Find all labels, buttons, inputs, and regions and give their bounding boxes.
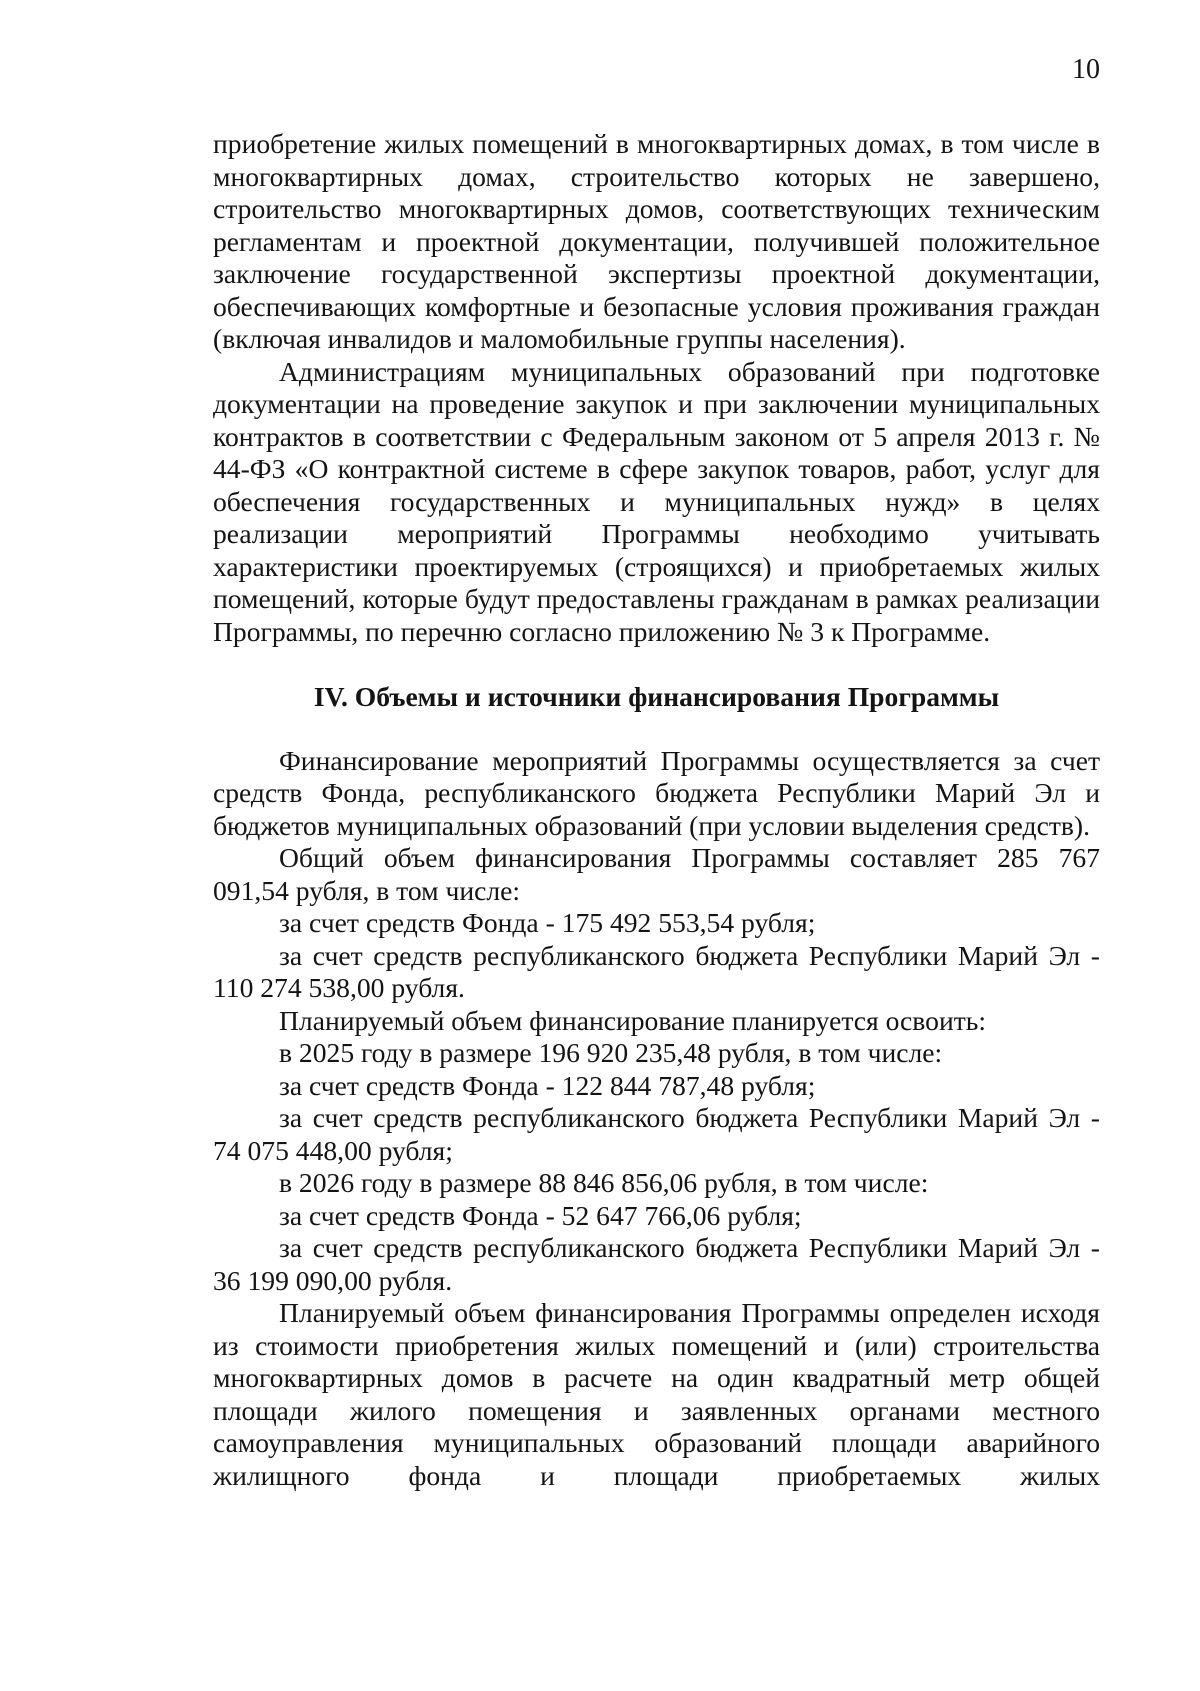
paragraph-republic-share: за счет средств республиканского бюджета Республики Марий Эл - 110 274 538,00 рубля. xyxy=(213,939,1100,1003)
document-body xyxy=(213,128,1100,1492)
paragraph-procurement-requirements: Администрациям муниципальных образований при подготовке документации на проведение закупок и при заключении муниципальных контрактов в соответствии с Федеральным законом от 5 апреля 2013 г. № 44-ФЗ «О контрактной системе в сфере закупок товаров, работ, услуг для обеспечения государственных и муниципальных нужд» в целях реализации мероприятий Программы необходимо учитывать характеристики проектируемых (строящихся) и приобретаемых жилых помещений, которые будут предоставлены гражданам в рамках реализации Программы, по перечню согласно приложению № 3 к Программе. xyxy=(213,355,1100,647)
paragraph-year-2025: в 2025 году в размере 196 920 235,48 рубля, в том числе: xyxy=(279,1037,943,1068)
paragraph-year-2026: в 2026 году в размере 88 846 856,06 рубля, в том числе: xyxy=(279,1167,929,1198)
paragraph-fund-share: за счет средств Фонда - 175 492 553,54 рубля; xyxy=(279,907,816,938)
paragraph-2025-republic-share: за счет средств республиканского бюджета Республики Марий Эл - 74 075 448,00 рубля; xyxy=(213,1102,1100,1166)
paragraph-funding-basis: Планируемый объем финансирования Программы определен исходя из стоимости приобретения жилых помещений и (или) строительства многоквартирных домов в расчете на один квадратный метр общей площади жилого помещения и заявленных органами местного самоуправления муниципальных образований площади аварийного жилищного фонда и площади приобретаемых жилых xyxy=(213,1297,1100,1491)
paragraph-funding-sources: Финансирование мероприятий Программы осуществляется за счет средств Фонда, республиканского бюджета Республики Марий Эл и бюджетов муниципальных образований (при условии выделения средств). xyxy=(213,744,1100,841)
page-number: 10 xyxy=(1072,54,1100,85)
paragraph-acquisition-continued: приобретение жилых помещений в многоквартирных домах, в том числе в многоквартирных домах, строительство которых не завершено, строительство многоквартирных домов, соответствующих техническим регламентам и проектной документации, получившей положительное заключение государственной экспертизы проектной документации, обеспечивающих комфортные и безопасные условия проживания граждан (включая инвалидов и маломобильные группы населения). xyxy=(213,128,1100,354)
paragraph-2026-republic-share: за счет средств республиканского бюджета Республики Марий Эл - 36 199 090,00 рубля. xyxy=(213,1232,1100,1296)
paragraph-2026-fund-share: за счет средств Фонда - 52 647 766,06 рубля; xyxy=(279,1199,802,1231)
paragraph-total-funding: Общий объем финансирования Программы составляет 285 767 091,54 рубля, в том числе: xyxy=(213,842,1100,906)
section-heading: IV. Объемы и источники финансирования Программы xyxy=(313,681,1000,712)
paragraph-planned-volume: Планируемый объем финансирование планируется освоить: xyxy=(279,1004,987,1036)
paragraph-2025-fund-share: за счет средств Фонда - 122 844 787,48 рубля; xyxy=(279,1069,816,1101)
